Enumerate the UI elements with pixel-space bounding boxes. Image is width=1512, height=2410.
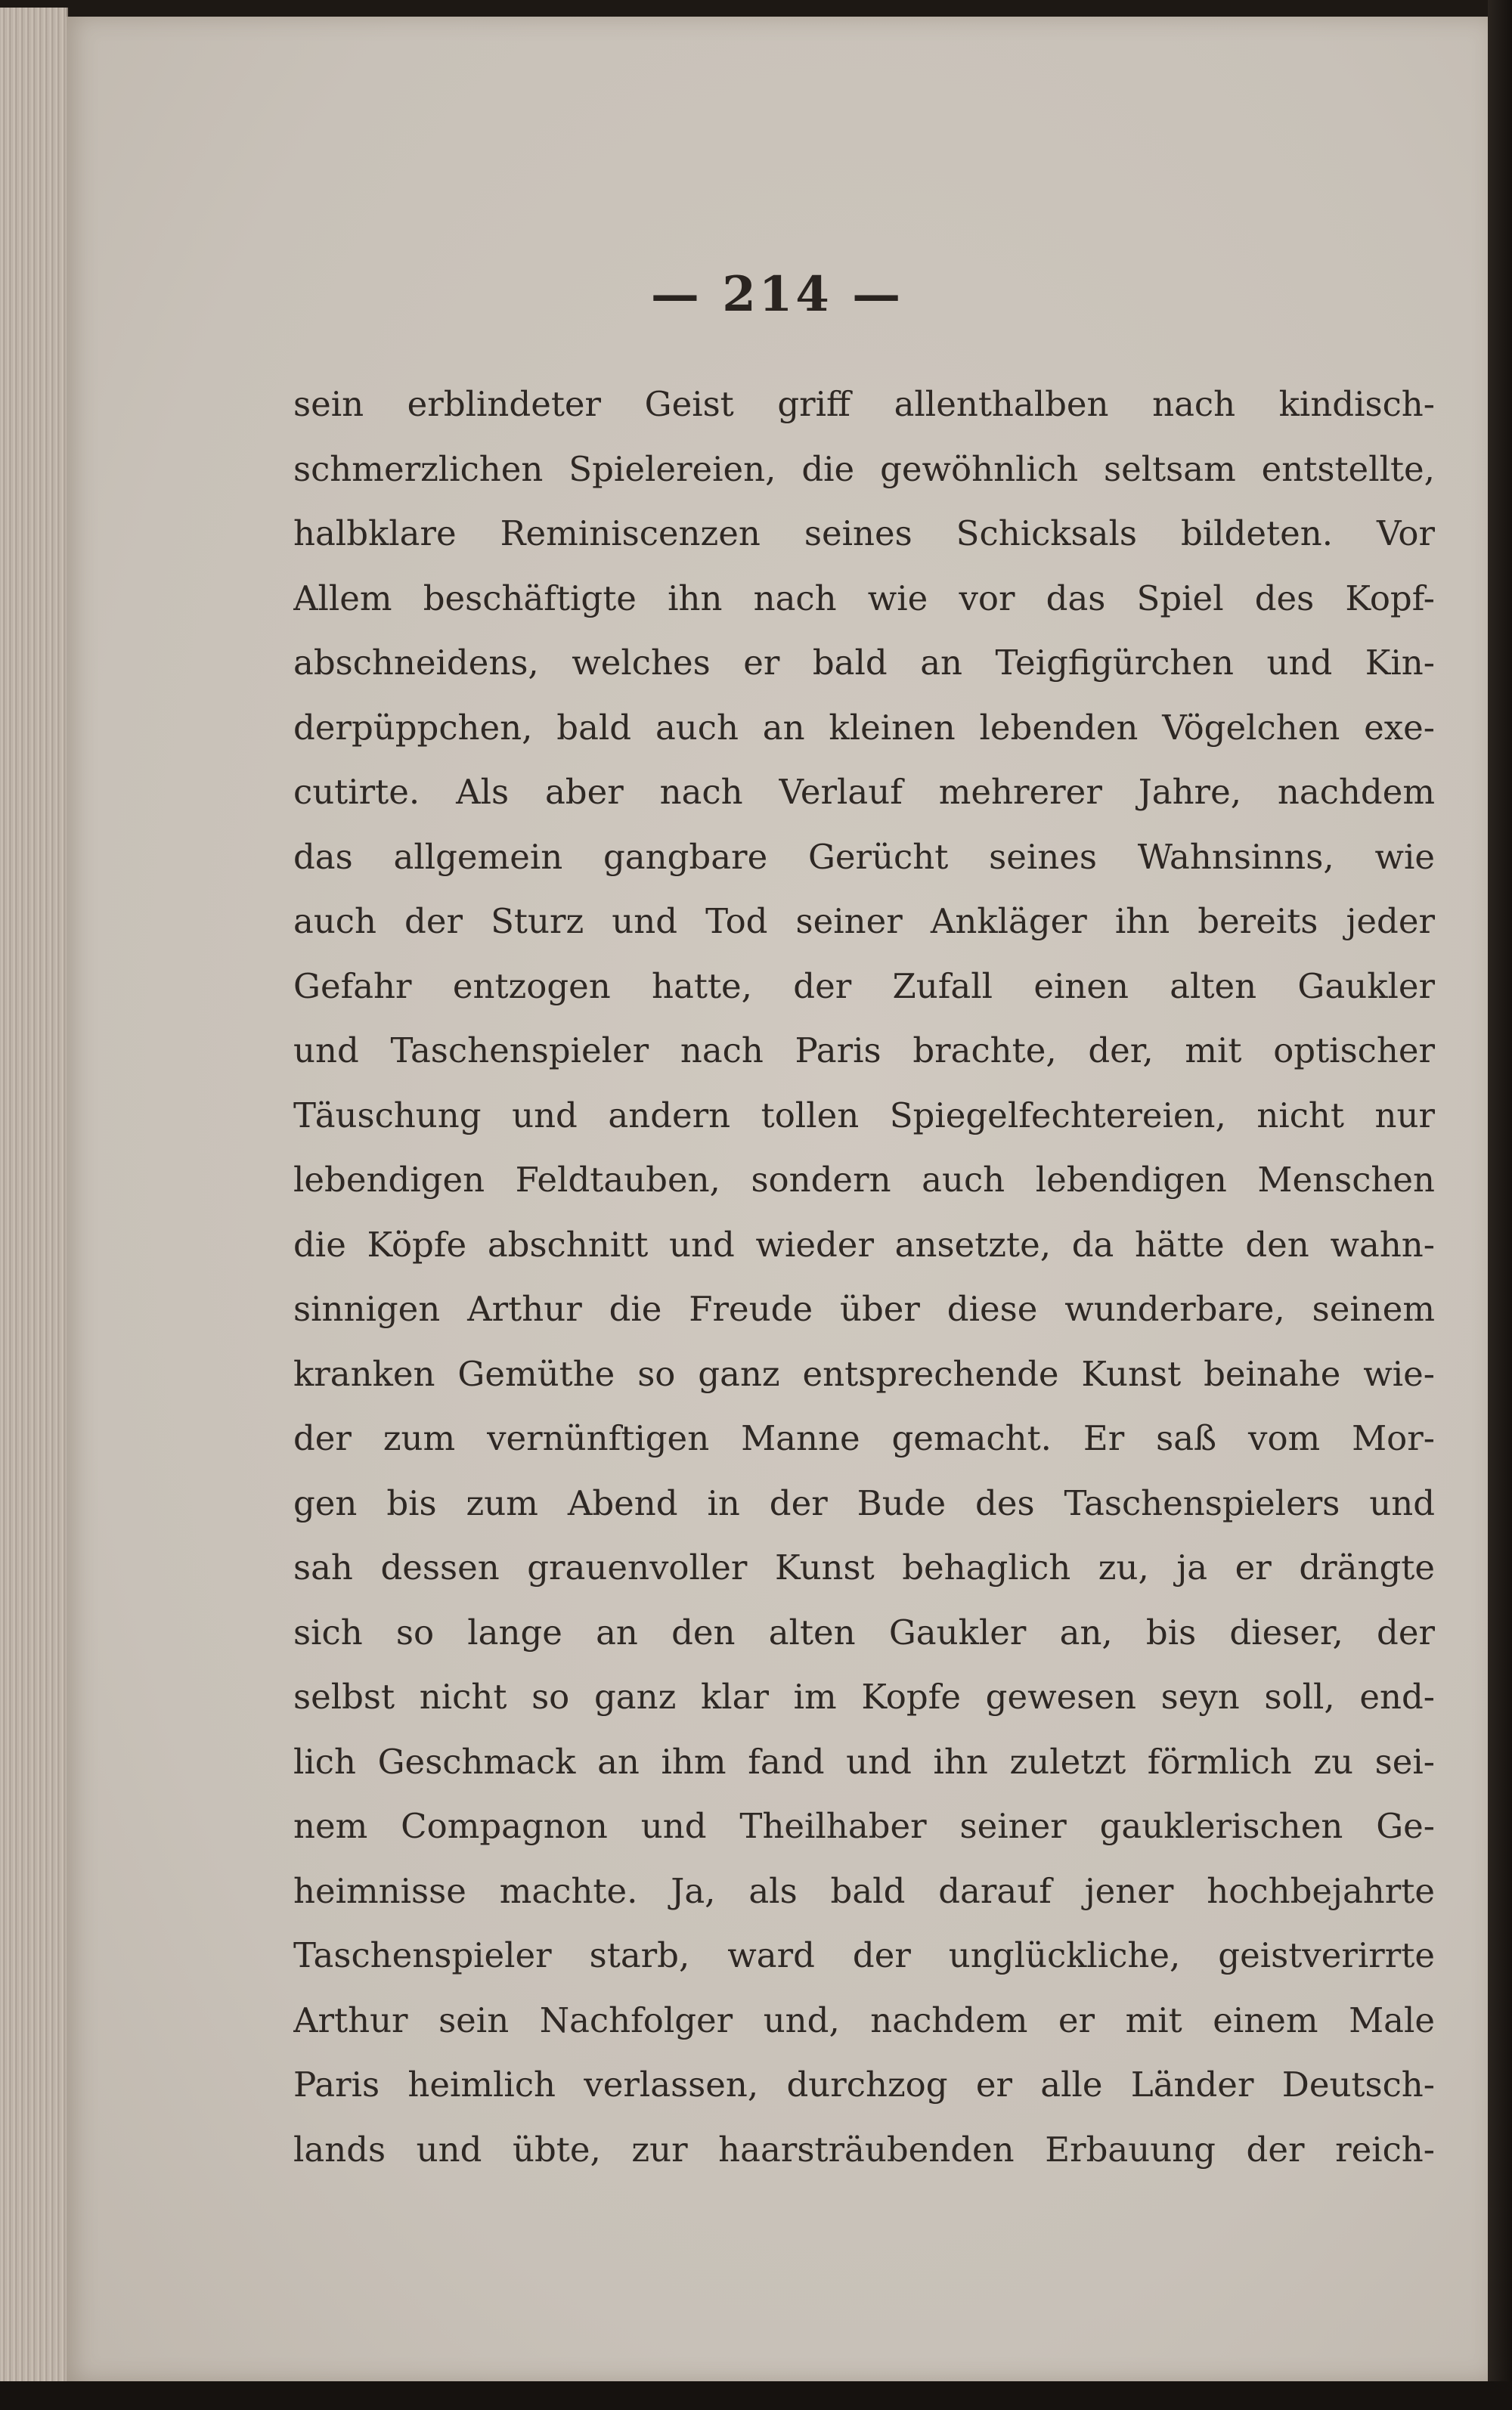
book-board-right: [1488, 0, 1512, 2410]
text-line: lands und übte, zur haarsträubenden Erbauung der reich-: [293, 2129, 1435, 2170]
body-text: [293, 372, 1435, 2182]
text-line: kranken Gemüthe so ganz entsprechende Kunst beinahe wie-: [293, 1353, 1435, 1394]
book-board-top: [0, 0, 1512, 17]
text-line: und Taschenspieler nach Paris brachte, der, mit optischer: [293, 1030, 1435, 1070]
text-line: sah dessen grauenvoller Kunst behaglich zu, ja er drängte: [293, 1547, 1435, 1588]
book-board-bottom: [0, 2381, 1512, 2410]
book-page: [67, 17, 1488, 2381]
text-line: cutirte. Als aber nach Verlauf mehrerer Jahre, nachdem: [293, 772, 1435, 812]
text-line: auch der Sturz und Tod seiner Ankläger ihn bereits jeder: [293, 901, 1435, 941]
text-line: sich so lange an den alten Gaukler an, bis dieser, der: [293, 1612, 1435, 1653]
text-line: das allgemein gangbare Gerücht seines Wahnsinns, wie: [293, 836, 1435, 877]
text-line: schmerzlichen Spielereien, die gewöhnlich seltsam entstellte,: [293, 448, 1435, 489]
text-line: Arthur sein Nachfolger und, nachdem er mit einem Male: [293, 2000, 1435, 2040]
text-line: nem Compagnon und Theilhaber seiner gauklerischen Ge-: [293, 1806, 1435, 1846]
text-line: heimnisse machte. Ja, als bald darauf jener hochbejahrte: [293, 1870, 1435, 1911]
text-line: Täuschung und andern tollen Spiegelfechtereien, nicht nur: [293, 1095, 1435, 1135]
text-line: selbst nicht so ganz klar im Kopfe gewesen seyn soll, end-: [293, 1677, 1435, 1717]
text-line: halbklare Reminiscenzen seines Schicksals bildeten. Vor: [293, 513, 1435, 553]
text-line: Gefahr entzogen hatte, der Zufall einen alten Gaukler: [293, 965, 1435, 1006]
text-line: Taschenspieler starb, ward der unglückliche, geistverirrte: [293, 1935, 1435, 1975]
text-line: der zum vernünftigen Manne gemacht. Er saß vom Mor-: [293, 1418, 1435, 1458]
text-line: Allem beschäftigte ihn nach wie vor das Spiel des Kopf-: [293, 578, 1435, 618]
text-line: sinnigen Arthur die Freude über diese wunderbare, seinem: [293, 1289, 1435, 1329]
text-line: derpüppchen, bald auch an kleinen lebenden Vögelchen exe-: [293, 707, 1435, 748]
text-line: sein erblindeter Geist griff allenthalben nach kindisch-: [293, 384, 1435, 424]
text-line: gen bis zum Abend in der Bude des Taschenspielers und: [293, 1482, 1435, 1523]
text-line: die Köpfe abschnitt und wieder ansetzte, da hätte den wahn-: [293, 1224, 1435, 1265]
page-edges: [0, 8, 68, 2389]
text-line: Paris heimlich verlassen, durchzog er alle Länder Deutsch-: [293, 2065, 1435, 2105]
text-line: abschneidens, welches er bald an Teigfigürchen und Kin-: [293, 643, 1435, 683]
text-line: lich Geschmack an ihm fand und ihn zuletzt förmlich zu sei-: [293, 1741, 1435, 1782]
page-number: — 214 —: [650, 266, 904, 323]
text-line: lebendigen Feldtauben, sondern auch lebendigen Menschen: [293, 1160, 1435, 1200]
